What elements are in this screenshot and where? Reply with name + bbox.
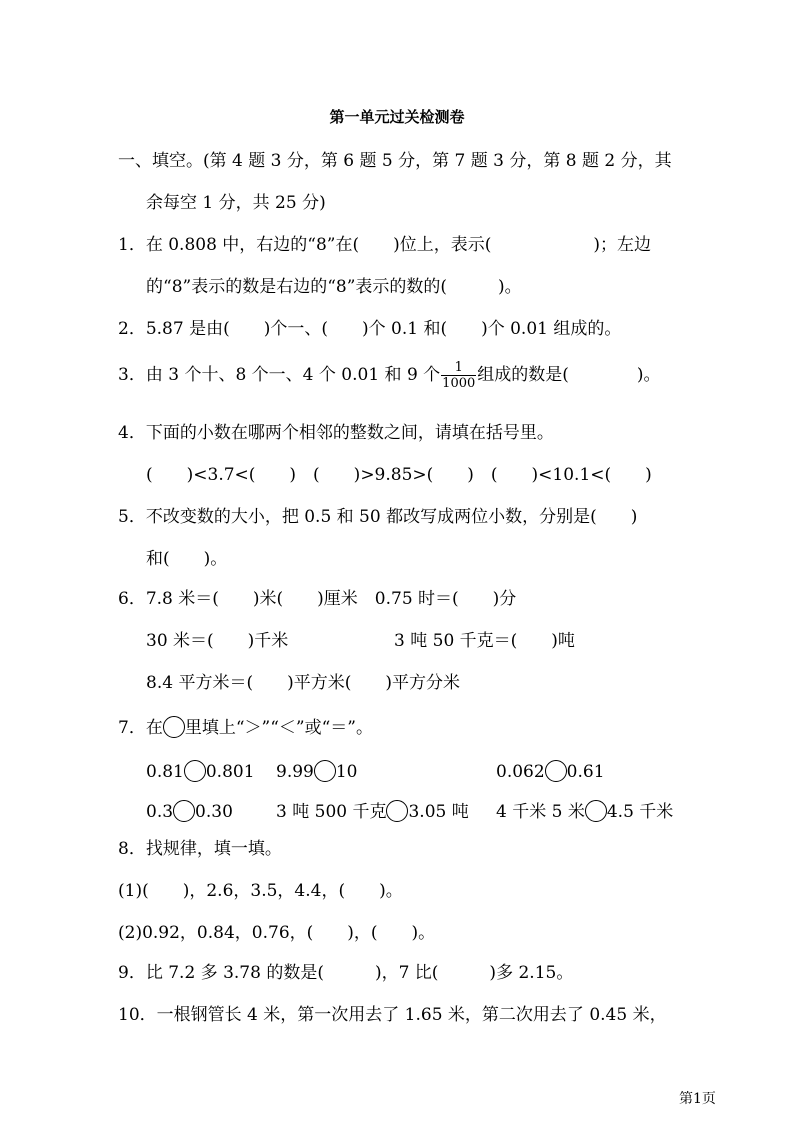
question-1-cont: 的“8”表示的数是右边的“8”表示的数的( )。 bbox=[146, 277, 522, 297]
question-8-part-2: (2)0.92，0.84，0.76，( )，( )。 bbox=[118, 923, 436, 943]
question-8-part-1: (1)( )，2.6，3.5，4.4，( )。 bbox=[118, 881, 403, 901]
question-3-text: 3．由 3 个十、8 个一、4 个 0.01 和 9 个 bbox=[118, 365, 441, 385]
question-3 bbox=[118, 360, 661, 391]
compare-item bbox=[146, 760, 255, 783]
answer-circle[interactable] bbox=[585, 800, 607, 822]
answer-circle[interactable] bbox=[386, 800, 408, 822]
question-7-text-end: 里填上“＞”“＜”或“＝”。 bbox=[184, 718, 373, 738]
question-7-text: 7．在 bbox=[118, 718, 163, 738]
compare-right: 0.801 bbox=[205, 762, 255, 782]
compare-circle-icon bbox=[163, 716, 185, 738]
question-8: 8．找规律，填一填。 bbox=[118, 839, 282, 859]
question-3-text-end: 组成的数是( )。 bbox=[477, 365, 661, 385]
compare-right: 4.5 千米 bbox=[606, 802, 674, 822]
question-4-blanks: ( )<3.7<( ) ( )>9.85>( ) ( )<10.1<( ) bbox=[146, 465, 652, 485]
answer-circle[interactable] bbox=[545, 760, 567, 782]
compare-left: 3 吨 500 千克 bbox=[276, 802, 387, 822]
question-6-part-b: 3 吨 50 千克＝( )吨 bbox=[394, 631, 575, 651]
compare-item bbox=[496, 800, 673, 823]
fraction bbox=[441, 360, 476, 391]
page-title: 第一单元过关检测卷 bbox=[329, 108, 465, 126]
compare-item bbox=[146, 800, 233, 823]
compare-right: 10 bbox=[335, 762, 358, 782]
compare-right: 0.30 bbox=[195, 802, 233, 822]
section1-heading-cont: 余每空 1 分，共 25 分) bbox=[146, 193, 326, 213]
question-6: 6．7.8 米＝( )米( )厘米 0.75 时＝( )分 bbox=[118, 589, 517, 609]
question-10: 10．一根钢管长 4 米，第一次用去了 1.65 米，第二次用去了 0.45 米， bbox=[118, 1005, 667, 1025]
question-2: 2．5.87 是由( )个一、( )个 0.1 和( )个 0.01 组成的。 bbox=[118, 319, 622, 339]
compare-left: 0.062 bbox=[496, 762, 545, 782]
question-6-part-c: 8.4 平方米＝( )平方米( )平方分米 bbox=[146, 673, 460, 693]
question-4: 4．下面的小数在哪两个相邻的整数之间，请填在括号里。 bbox=[118, 423, 554, 443]
page-number: 第1页 bbox=[679, 1091, 716, 1107]
fraction-denominator: 1000 bbox=[442, 376, 476, 391]
compare-item bbox=[496, 760, 605, 783]
section1-heading: 一、填空。(第 4 题 3 分，第 6 题 5 分，第 7 题 3 分，第 8 题 2 分，其 bbox=[118, 151, 672, 171]
question-5: 5．不改变数的大小，把 0.5 和 50 都改写成两位小数，分别是( ) bbox=[118, 507, 638, 527]
compare-left: 9.99 bbox=[276, 762, 314, 782]
question-1: 1．在 0.808 中，右边的“8”在( )位上，表示( )；左边 bbox=[118, 235, 652, 255]
answer-circle[interactable] bbox=[173, 800, 195, 822]
compare-right: 3.05 吨 bbox=[408, 802, 469, 822]
compare-left: 4 千米 5 米 bbox=[496, 802, 585, 822]
question-7 bbox=[118, 716, 373, 739]
question-6-part-a: 30 米＝( )千米 bbox=[146, 631, 289, 651]
answer-circle[interactable] bbox=[184, 760, 206, 782]
fraction-numerator: 1 bbox=[441, 360, 476, 376]
question-5-cont: 和( )。 bbox=[146, 549, 228, 569]
compare-left: 0.3 bbox=[146, 802, 174, 822]
compare-item bbox=[276, 800, 469, 823]
question-9: 9．比 7.2 多 3.78 的数是( )，7 比( )多 2.15。 bbox=[118, 963, 574, 983]
compare-right: 0.61 bbox=[566, 762, 605, 782]
compare-item bbox=[276, 760, 358, 783]
compare-left: 0.81 bbox=[146, 762, 184, 782]
answer-circle[interactable] bbox=[314, 760, 336, 782]
